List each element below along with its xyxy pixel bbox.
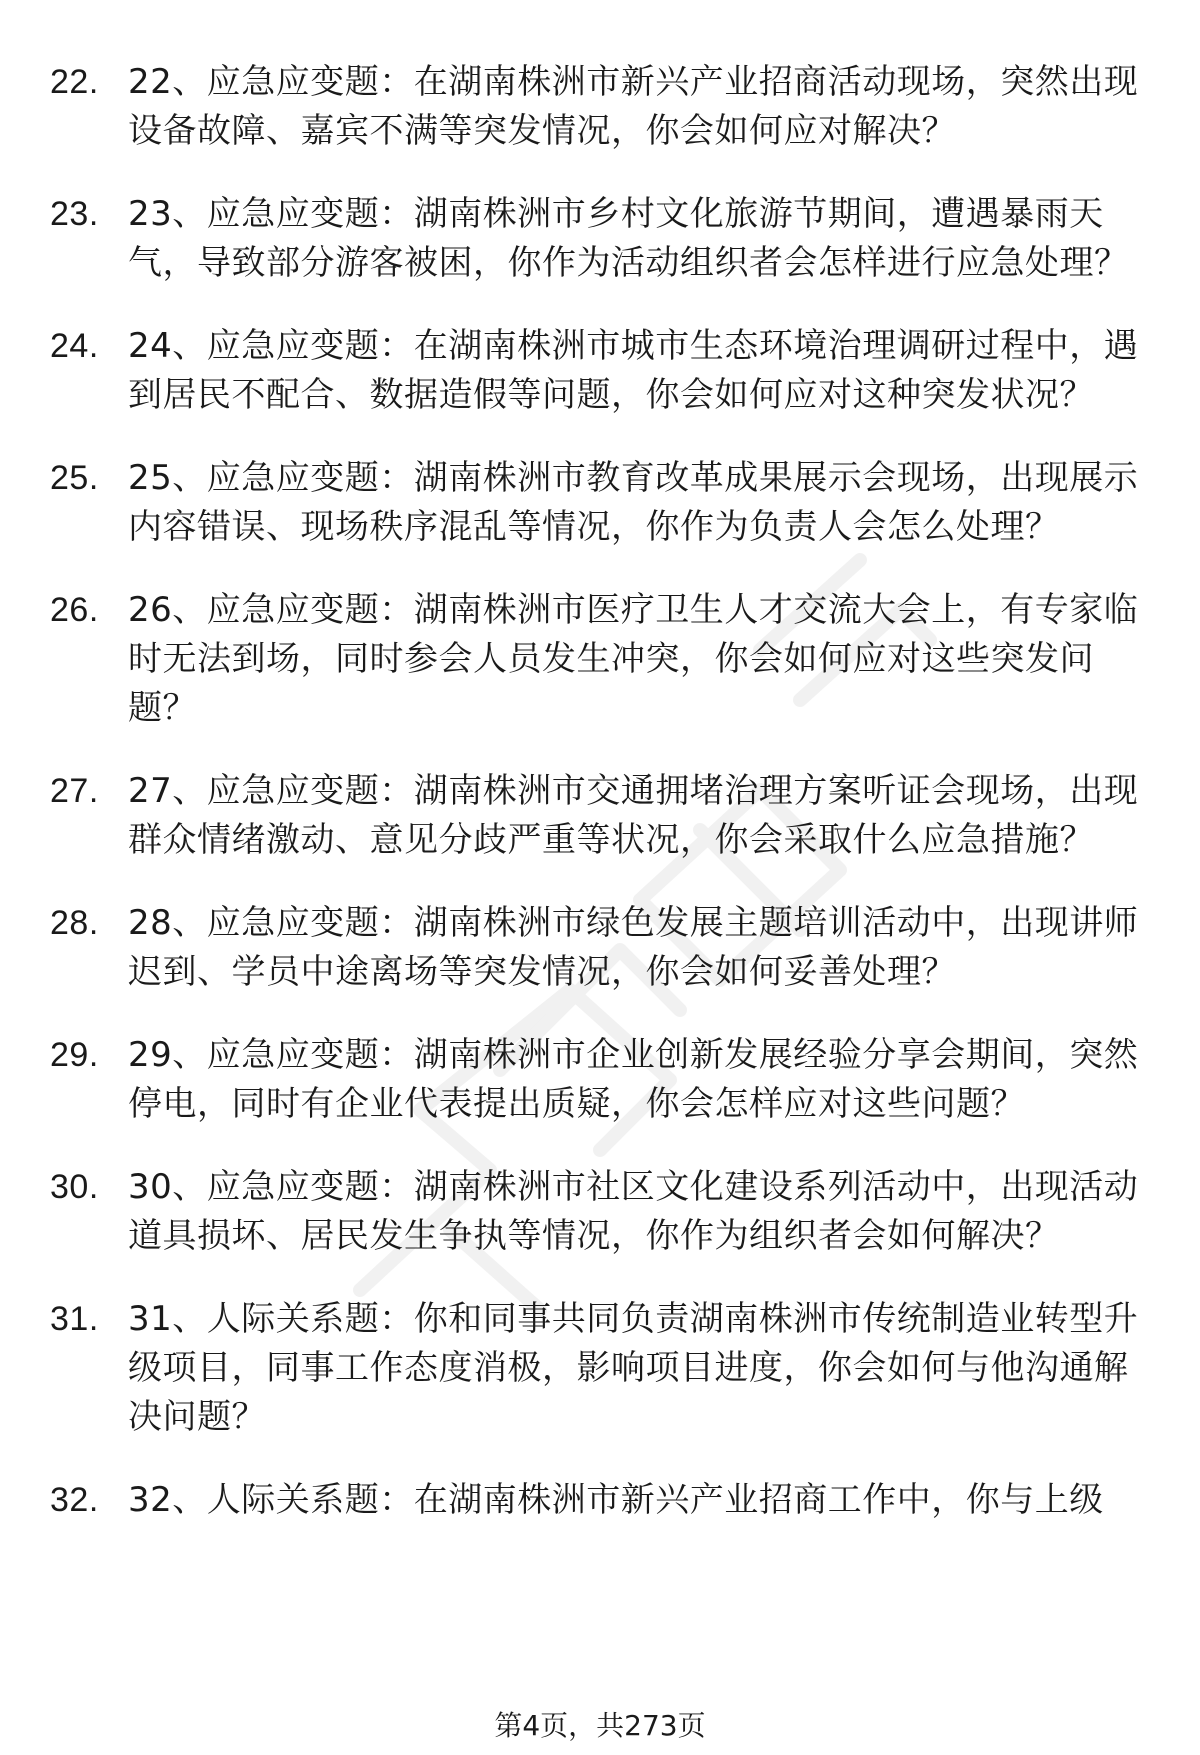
question-number: 29.: [50, 1036, 99, 1074]
question-list: [50, 58, 1160, 1525]
question-text: 29、应急应变题：湖南株洲市企业创新发展经验分享会期间，突然停电，同时有企业代表提出质疑，你会怎样应对这些问题？: [128, 1035, 1139, 1124]
question-item: [50, 58, 1160, 156]
question-text: 22、应急应变题：在湖南株洲市新兴产业招商活动现场，突然出现设备故障、嘉宾不满等突发情况，你会如何应对解决？: [128, 62, 1139, 151]
question-number: 30.: [50, 1168, 99, 1206]
question-item: [50, 1476, 1160, 1525]
question-item: [50, 1295, 1160, 1442]
question-text: 26、应急应变题：湖南株洲市医疗卫生人才交流大会上，有专家临时无法到场，同时参会人员发生冲突，你会如何应对这些突发问题？: [128, 590, 1139, 728]
question-item: [50, 899, 1160, 997]
question-number: 22.: [50, 63, 99, 101]
page-footer: [0, 1708, 1200, 1744]
question-number: 24.: [50, 327, 99, 365]
question-item: [50, 586, 1160, 733]
question-text: 24、应急应变题：在湖南株洲市城市生态环境治理调研过程中，遇到居民不配合、数据造假等问题，你会如何应对这种突发状况？: [128, 326, 1139, 415]
question-text: 31、人际关系题：你和同事共同负责湖南株洲市传统制造业转型升级项目，同事工作态度消极，影响项目进度，你会如何与他沟通解决问题？: [128, 1299, 1139, 1437]
question-number: 32.: [50, 1481, 99, 1519]
question-number: 31.: [50, 1300, 99, 1338]
page-number-label: 第4页，共273页: [494, 1709, 706, 1742]
question-item: [50, 1031, 1160, 1129]
question-item: [50, 190, 1160, 288]
question-text: 28、应急应变题：湖南株洲市绿色发展主题培训活动中，出现讲师迟到、学员中途离场等突发情况，你会如何妥善处理？: [128, 903, 1139, 992]
question-text: 30、应急应变题：湖南株洲市社区文化建设系列活动中，出现活动道具损坏、居民发生争执等情况，你作为组织者会如何解决？: [128, 1167, 1139, 1256]
question-text: 23、应急应变题：湖南株洲市乡村文化旅游节期间，遭遇暴雨天气，导致部分游客被困，你作为活动组织者会怎样进行应急处理？: [128, 194, 1129, 283]
question-number: 25.: [50, 459, 99, 497]
question-number: 28.: [50, 904, 99, 942]
question-number: 27.: [50, 772, 99, 810]
question-text: 32、人际关系题：在湖南株洲市新兴产业招商工作中，你与上级: [128, 1480, 1104, 1520]
question-item: [50, 454, 1160, 552]
question-item: [50, 1163, 1160, 1261]
question-text: 25、应急应变题：湖南株洲市教育改革成果展示会现场，出现展示内容错误、现场秩序混乱等情况，你作为负责人会怎么处理？: [128, 458, 1139, 547]
question-number: 26.: [50, 591, 99, 629]
question-item: [50, 767, 1160, 865]
question-item: [50, 322, 1160, 420]
question-number: 23.: [50, 195, 99, 233]
question-text: 27、应急应变题：湖南株洲市交通拥堵治理方案听证会现场，出现群众情绪激动、意见分歧严重等状况，你会采取什么应急措施？: [128, 771, 1139, 860]
